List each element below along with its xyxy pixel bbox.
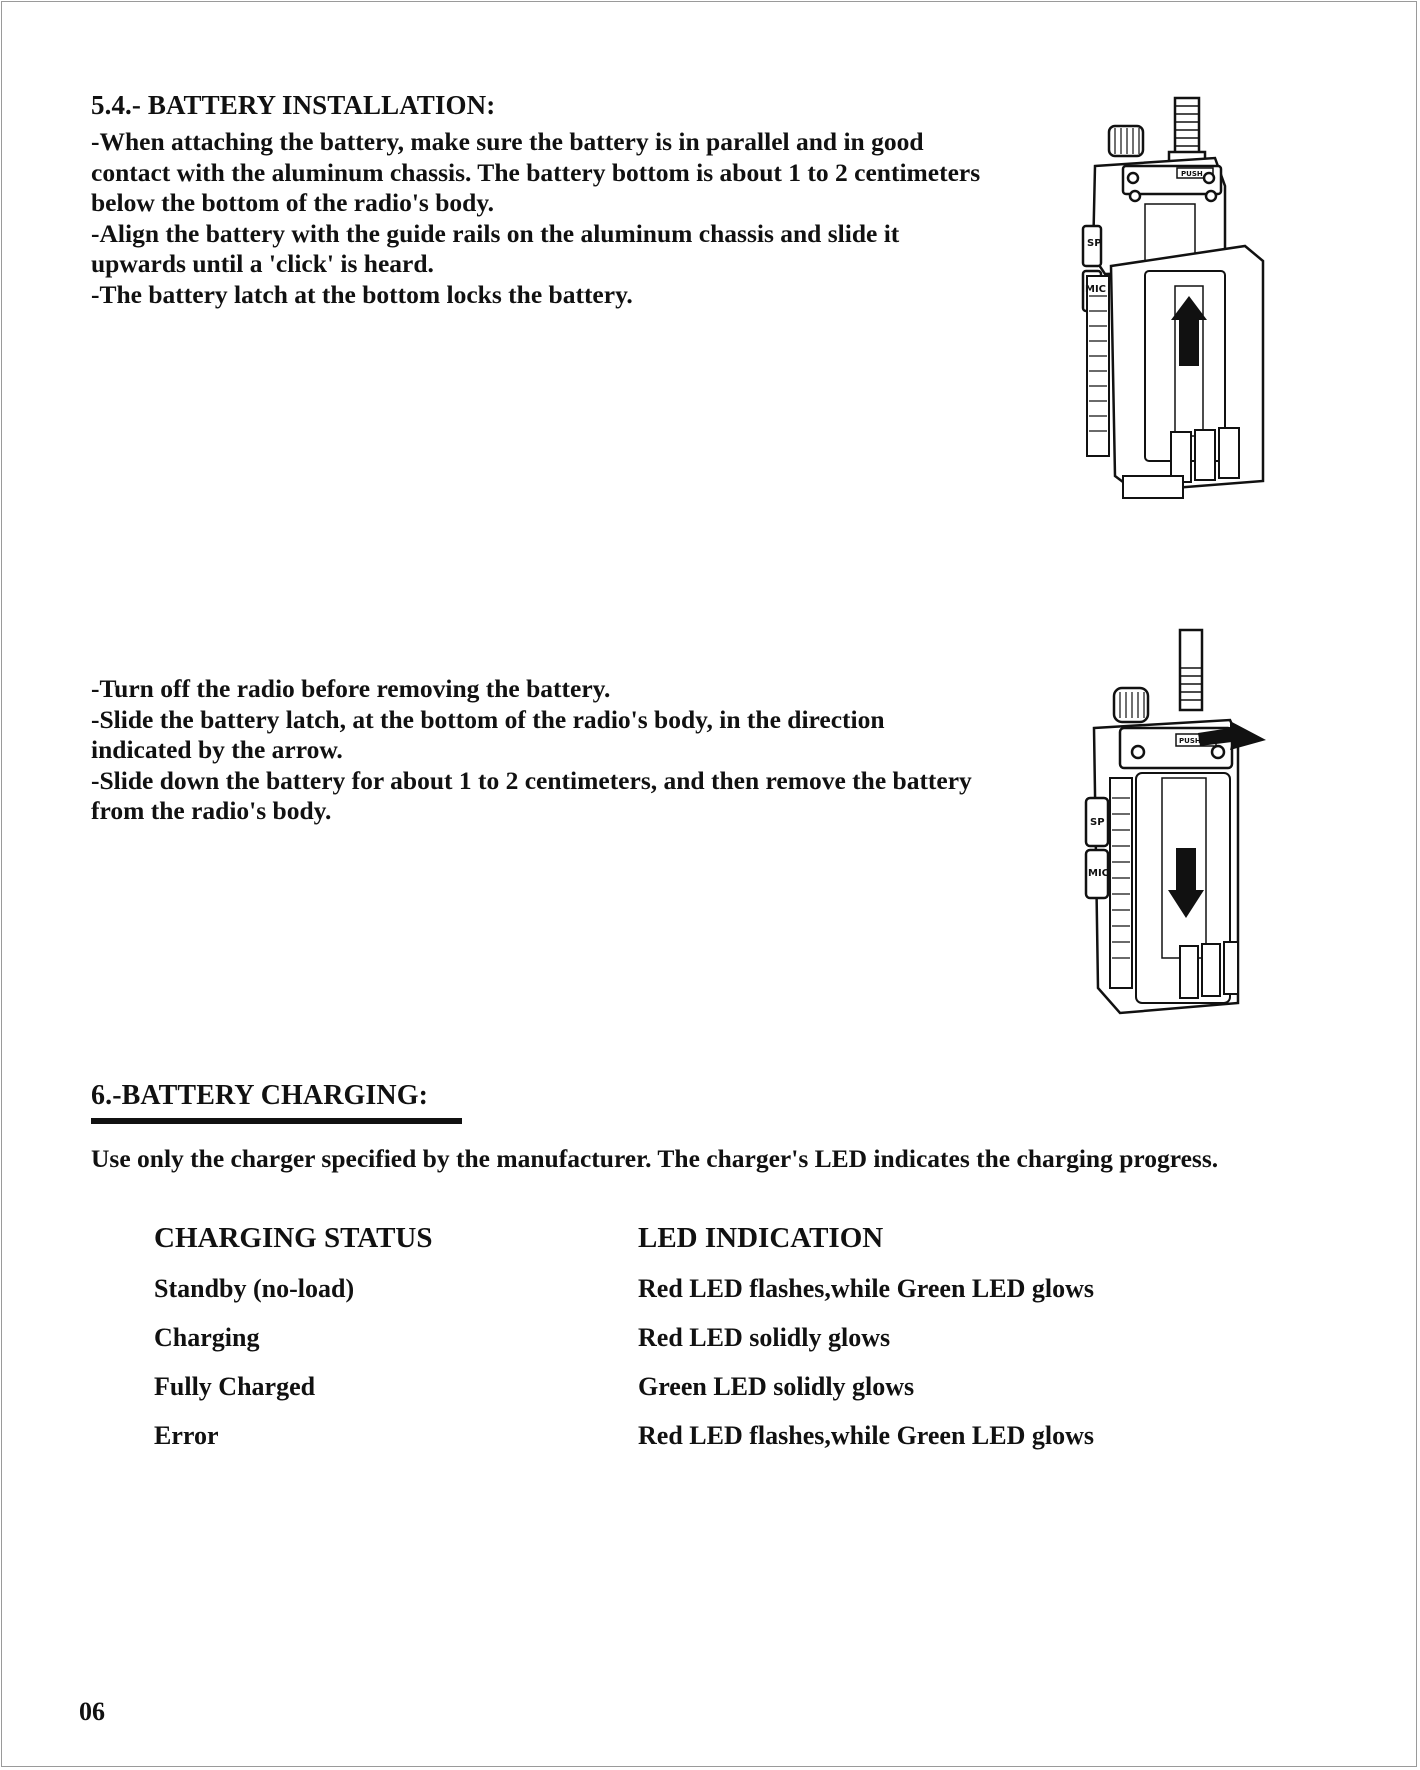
page-number: 06 [79,1697,105,1726]
charging-status-table [154,1222,1198,1470]
header-led-indication: LED INDICATION [638,1222,884,1254]
install-line: -The battery latch at the bottom locks the battery. [91,279,633,309]
led-cell: Green LED solidly glows [638,1372,915,1401]
install-line: -Align the battery with the guide rails on the aluminum chassis and slide it upwards until a 'click' is heard. [91,218,900,279]
charger-note: Use only the charger specified by the manufacturer. The charger's LED indicates the charging progress. [91,1144,1219,1173]
table-row [154,1372,1198,1421]
table-row [154,1323,1198,1372]
removal-line: -Turn off the radio before removing the battery. [91,674,611,703]
radio-battery-removal-illustration [1080,628,1280,1018]
mic-label: MIC [1085,284,1107,295]
mic-label: MIC [1088,868,1110,879]
sp-label: SP [1087,238,1102,249]
removal-instructions [91,674,981,827]
table-row [154,1274,1198,1323]
table-header-row [154,1222,1198,1274]
status-cell: Charging [154,1323,260,1352]
removal-line: -Slide down the battery for about 1 to 2 centimeters, and then remove the battery from the radio's body. [91,765,972,826]
led-cell: Red LED flashes,while Green LED glows [638,1421,1094,1450]
led-cell: Red LED solidly glows [638,1323,891,1352]
table-row [154,1421,1198,1470]
status-cell: Fully Charged [154,1372,316,1401]
removal-line: -Slide the battery latch, at the bottom of the radio's body, in the direction indicated by the arrow. [91,704,885,765]
status-cell: Error [154,1421,219,1450]
radio-battery-install-illustration [1075,96,1275,508]
sp-label: SP [1090,817,1105,828]
push-label: PUSH [1179,737,1201,745]
section-title-battery-installation: 5.4.- BATTERY INSTALLATION: [91,90,496,120]
led-cell: Red LED flashes,while Green LED glows [638,1274,1094,1303]
section-title-underline [91,1118,462,1124]
section-title-battery-charging: 6.-BATTERY CHARGING: [91,1080,429,1111]
status-cell: Standby (no-load) [154,1274,355,1303]
push-label: PUSH [1181,170,1203,178]
install-line: -When attaching the battery, make sure the battery is in parallel and in good contact with the aluminum chassis. The battery bottom is about 1 to 2 centimeters below the bottom of the radio's body. [91,127,981,218]
header-charging-status: CHARGING STATUS [154,1222,433,1254]
install-instructions [91,127,981,311]
